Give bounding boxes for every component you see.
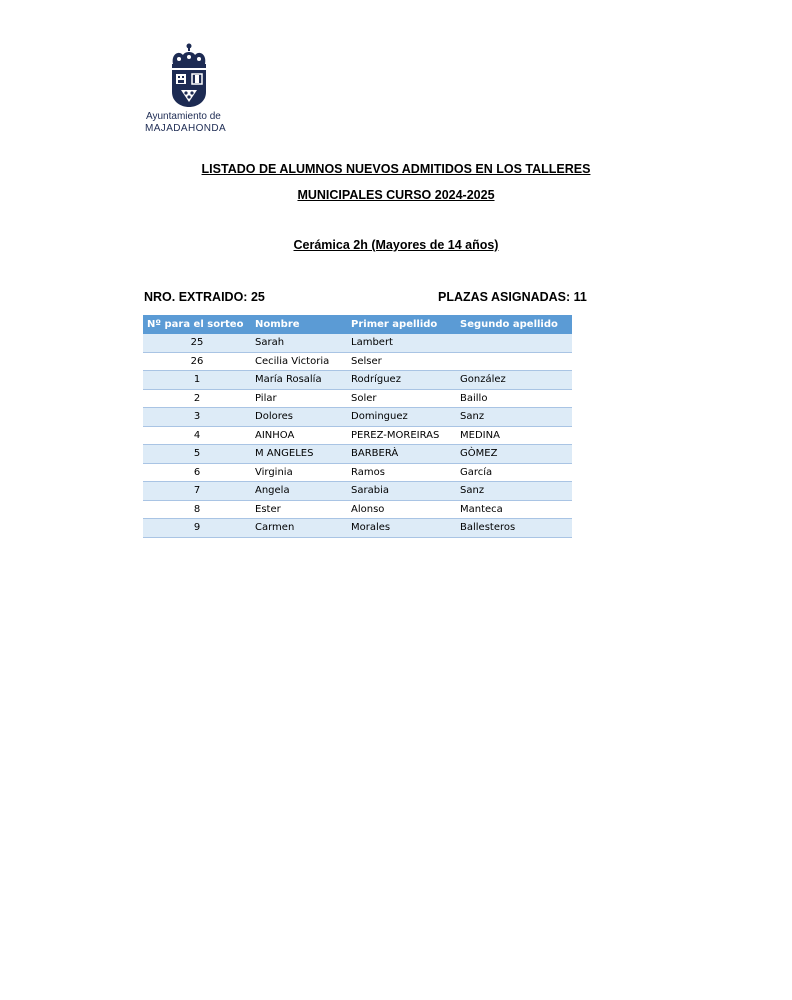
column-header: Segundo apellido xyxy=(456,315,572,334)
table-cell: 1 xyxy=(143,371,251,390)
logo-text-line2: MAJADAHONDA xyxy=(145,123,227,134)
table-cell: Dolores xyxy=(251,408,347,427)
table-cell: Angela xyxy=(251,482,347,501)
table-cell: 8 xyxy=(143,500,251,519)
table-cell: González xyxy=(456,371,572,390)
course-subtitle: Cerámica 2h (Mayores de 14 años) xyxy=(293,238,499,252)
table-row xyxy=(143,482,572,501)
coat-of-arms-icon xyxy=(165,42,213,108)
document-title-line2: MUNICIPALES CURSO 2024-2025 xyxy=(297,188,495,202)
logo-text-line1: Ayuntamiento de xyxy=(146,111,221,122)
table-cell: Lambert xyxy=(347,334,456,352)
nro-extraido: NRO. EXTRAIDO: 25 xyxy=(144,290,265,304)
plazas-asignadas: PLAZAS ASIGNADAS: 11 xyxy=(438,290,587,304)
table-cell: Baillo xyxy=(456,389,572,408)
table-cell: Virginia xyxy=(251,463,347,482)
table-cell: Morales xyxy=(347,519,456,538)
table-cell: García xyxy=(456,463,572,482)
table-cell: Sarah xyxy=(251,334,347,352)
table-cell: 9 xyxy=(143,519,251,538)
table-cell: 5 xyxy=(143,445,251,464)
table-row xyxy=(143,352,572,371)
table-cell: 3 xyxy=(143,408,251,427)
table-row xyxy=(143,426,572,445)
table-cell: Sanz xyxy=(456,482,572,501)
table-cell xyxy=(456,334,572,352)
table-cell: Manteca xyxy=(456,500,572,519)
table-cell: Ramos xyxy=(347,463,456,482)
document-title-line1: LISTADO DE ALUMNOS NUEVOS ADMITIDOS EN LOS TALLERES xyxy=(201,162,591,176)
table-header-row xyxy=(143,315,572,334)
table-cell: 25 xyxy=(143,334,251,352)
table-cell: 6 xyxy=(143,463,251,482)
table-cell: GÒMEZ xyxy=(456,445,572,464)
table-cell: Rodríguez xyxy=(347,371,456,390)
table-row xyxy=(143,463,572,482)
column-header: Nº para el sorteo xyxy=(143,315,251,334)
table-cell: AINHOA xyxy=(251,426,347,445)
table-cell: 4 xyxy=(143,426,251,445)
table-cell: Cecilia Victoria xyxy=(251,352,347,371)
table-cell: MEDINA xyxy=(456,426,572,445)
table-cell: Soler xyxy=(347,389,456,408)
table-cell: Carmen xyxy=(251,519,347,538)
table-row xyxy=(143,445,572,464)
table-row xyxy=(143,500,572,519)
table-row xyxy=(143,519,572,538)
table-cell: 26 xyxy=(143,352,251,371)
table-cell: Ballesteros xyxy=(456,519,572,538)
table-cell: 2 xyxy=(143,389,251,408)
table-row xyxy=(143,408,572,427)
table-row xyxy=(143,334,572,352)
table-cell: Dominguez xyxy=(347,408,456,427)
table-cell: Alonso xyxy=(347,500,456,519)
table-cell: BARBERÀ xyxy=(347,445,456,464)
column-header: Nombre xyxy=(251,315,347,334)
table-row xyxy=(143,371,572,390)
table-cell: Sarabia xyxy=(347,482,456,501)
table-cell: PEREZ-MOREIRAS xyxy=(347,426,456,445)
table-cell: Ester xyxy=(251,500,347,519)
table-cell: Sanz xyxy=(456,408,572,427)
table-cell: M ANGELES xyxy=(251,445,347,464)
column-header: Primer apellido xyxy=(347,315,456,334)
table-row xyxy=(143,389,572,408)
table-cell: María Rosalía xyxy=(251,371,347,390)
students-table xyxy=(143,315,572,538)
municipality-logo xyxy=(143,42,235,138)
table-cell xyxy=(456,352,572,371)
table-cell: Pilar xyxy=(251,389,347,408)
table-cell: Selser xyxy=(347,352,456,371)
table-cell: 7 xyxy=(143,482,251,501)
